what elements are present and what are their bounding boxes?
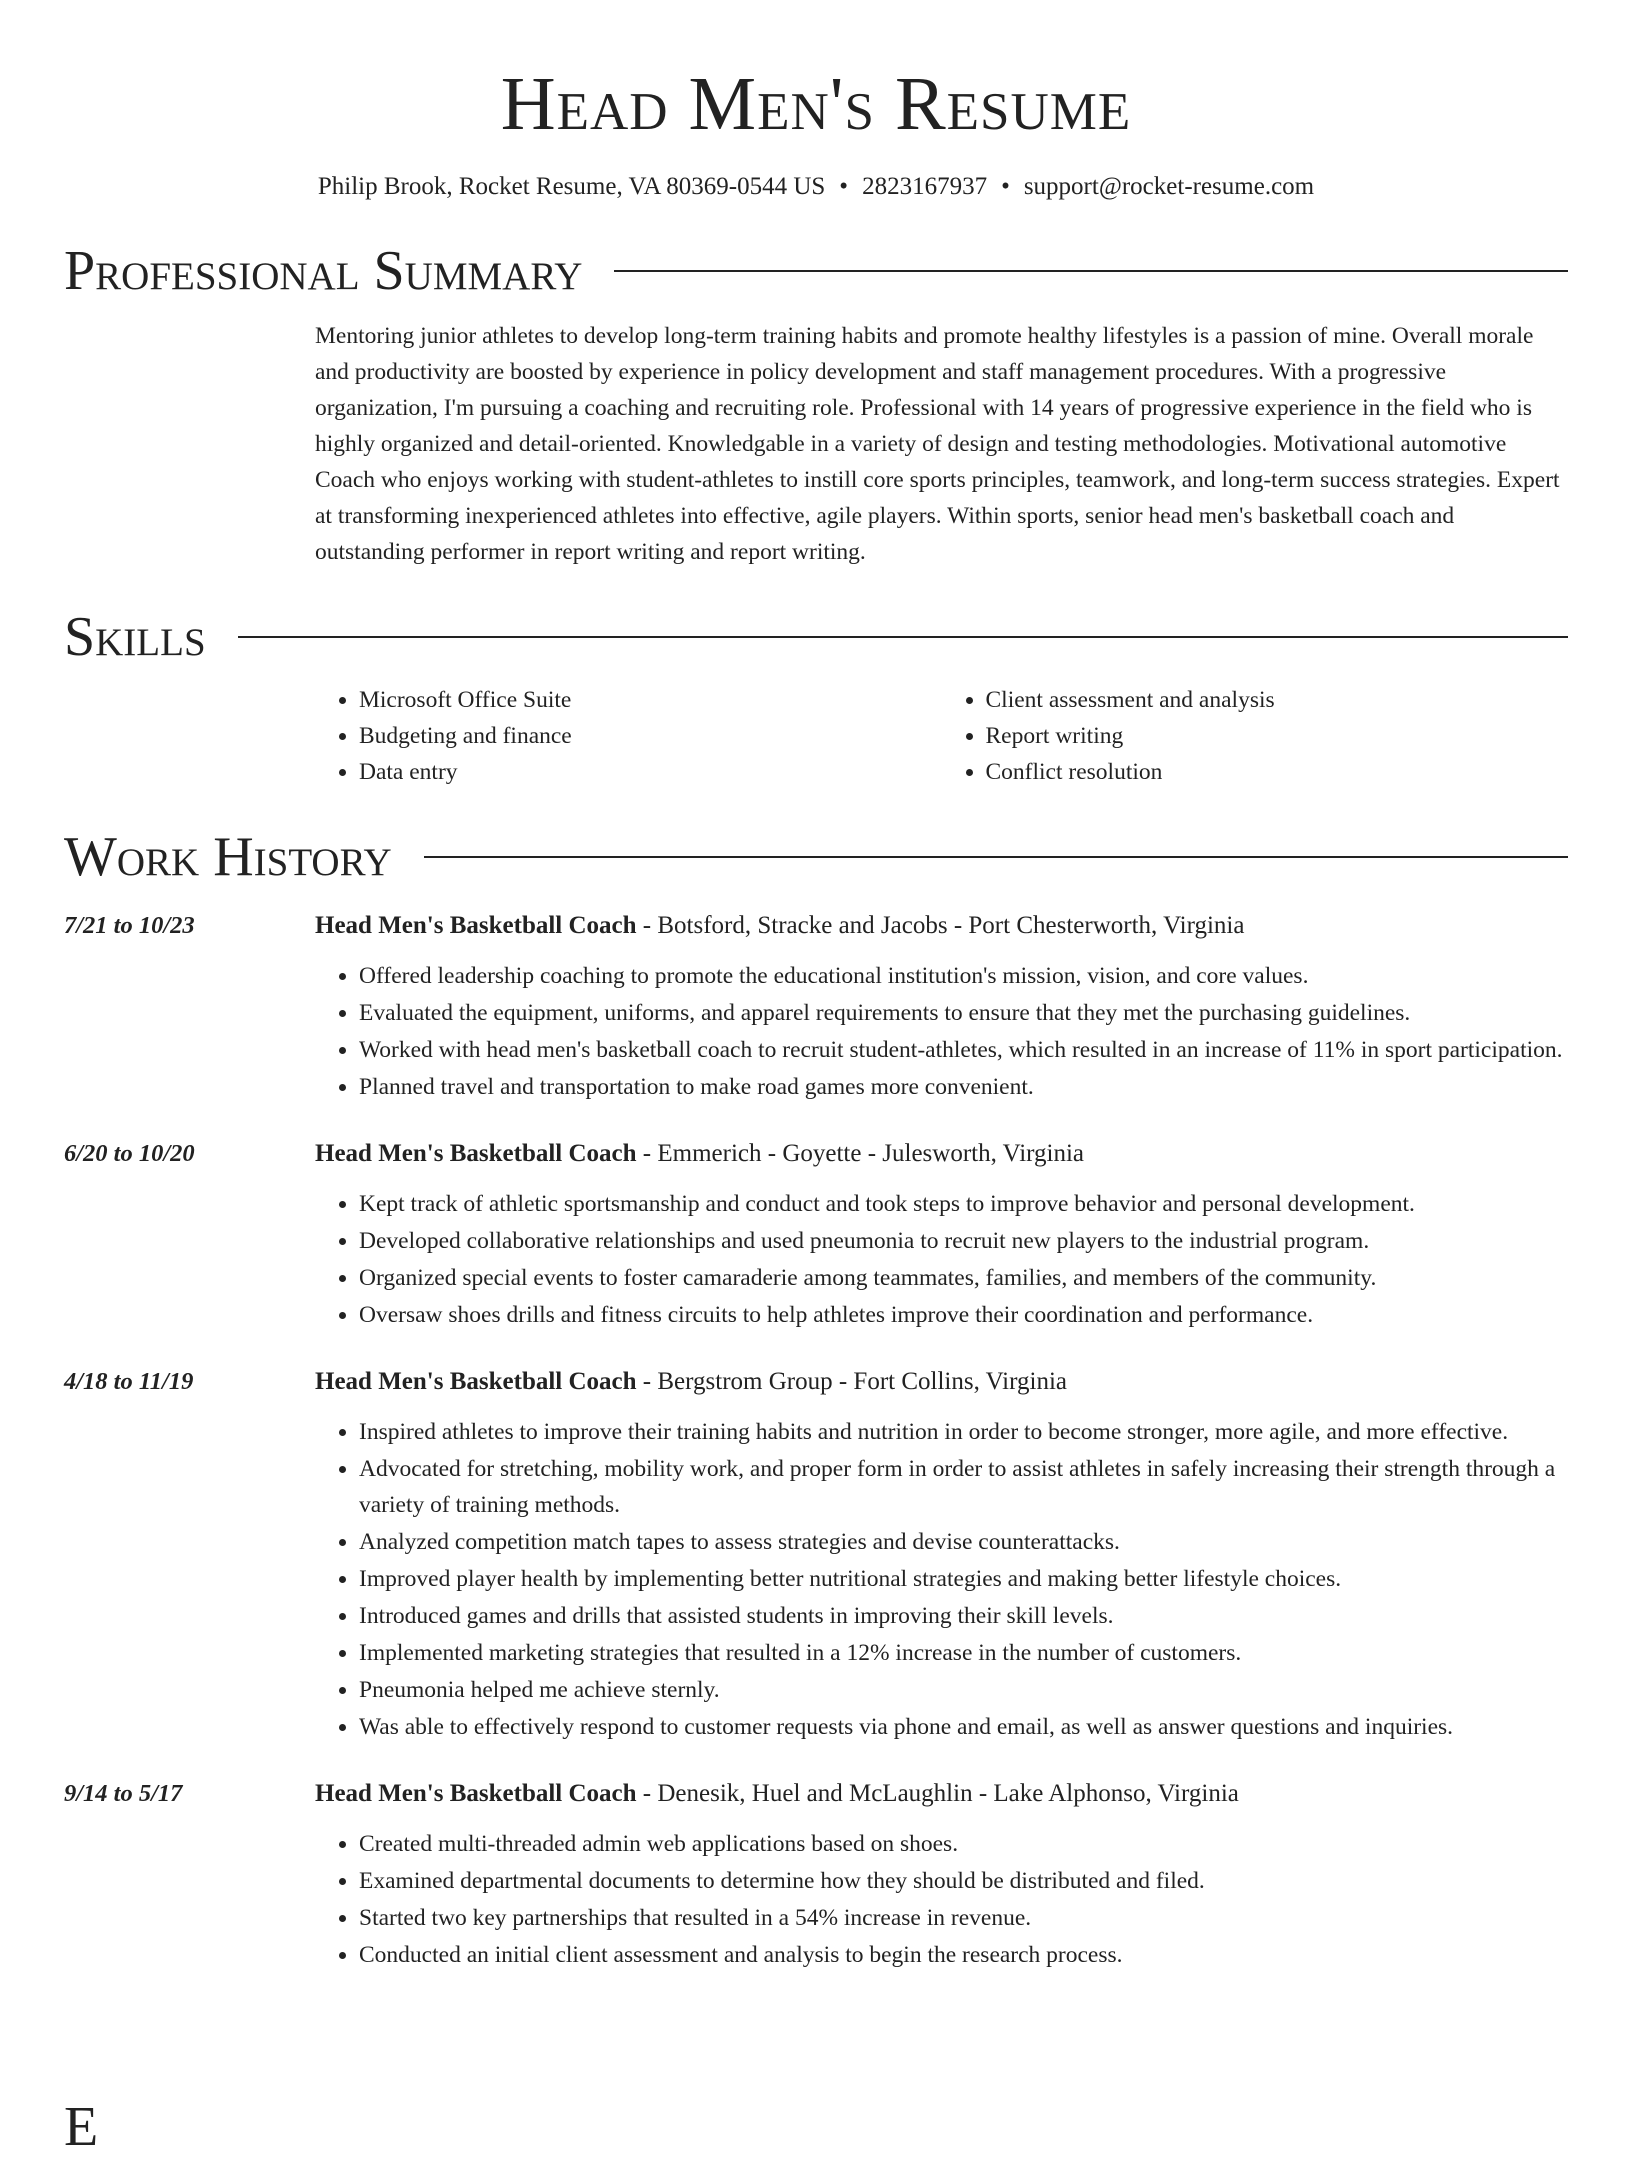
job-bullet: • Improved player health by implementing better nutritional strategies and making better lifestyle choices. <box>359 1561 1568 1597</box>
job-bullet: • Started two key partnerships that resulted in a 54% increase in revenue. <box>359 1900 1568 1936</box>
section-divider <box>238 636 1568 638</box>
resume-title: Head Men's Resume <box>500 62 1132 146</box>
skills-heading: Skills <box>64 606 206 668</box>
job-bullet: • Analyzed competition match tapes to assess strategies and devise counterattacks. <box>359 1524 1568 1560</box>
summary-heading: Professional Summary <box>64 240 583 302</box>
job-role: Head Men's Basketball Coach <box>315 1140 637 1167</box>
job-details: - Bergstrom Group - Fort Collins, Virginia <box>636 1368 1067 1395</box>
job-dates: 6/20 to 10/20 <box>64 1140 195 1167</box>
skills-section-header <box>64 604 1568 670</box>
contact-line <box>64 170 1568 204</box>
contact-separator: • <box>839 173 849 200</box>
skill-item: • Microsoft Office Suite <box>359 682 942 718</box>
contact-email: support@rocket-resume.com <box>1023 173 1315 200</box>
job-bullet: • Inspired athletes to improve their training habits and nutrition in order to become stronger, more agile, and more effective. <box>359 1414 1568 1450</box>
job-bullet: • Oversaw shoes drills and fitness circuits to help athletes improve their coordination and performance. <box>359 1297 1568 1333</box>
work-section-header <box>64 824 1568 890</box>
skill-item: • Data entry <box>359 754 942 790</box>
contact-phone: 2823167937 <box>862 173 988 200</box>
job-bullet: • Worked with head men's basketball coach to recruit student-athletes, which resulted in an increase of 11% in sport participation. <box>359 1032 1568 1068</box>
skills-column-left <box>315 682 942 790</box>
job-bullets <box>315 958 1568 1105</box>
job-bullets <box>315 1414 1568 1745</box>
contact-address: Philip Brook, Rocket Resume, VA 80369-0544 US <box>317 173 826 200</box>
job-bullet: • Organized special events to foster camaraderie among teammates, families, and members of the community. <box>359 1260 1568 1296</box>
job-title-line <box>315 1364 1568 1400</box>
job-bullet: • Was able to effectively respond to customer requests via phone and email, as well as answer questions and inquiries. <box>359 1709 1568 1745</box>
job-entry <box>64 908 1568 1106</box>
job-bullet: • Pneumonia helped me achieve sternly. <box>359 1672 1568 1708</box>
job-dates: 9/14 to 5/17 <box>64 1780 183 1807</box>
job-bullet: • Advocated for stretching, mobility work, and proper form in order to assist athletes in safely increasing their strength through a variety of training methods. <box>359 1451 1568 1523</box>
job-title-line <box>315 1136 1568 1172</box>
job-bullet: • Developed collaborative relationships and used pneumonia to recruit new players to the industrial program. <box>359 1223 1568 1259</box>
section-divider <box>424 856 1568 858</box>
skills-list <box>315 682 1568 790</box>
skill-item: • Client assessment and analysis <box>986 682 1569 718</box>
job-role: Head Men's Basketball Coach <box>315 1780 637 1807</box>
summary-text: Mentoring junior athletes to develop long-term training habits and promote healthy lifestyles is a passion of mine. Overall morale and productivity are boosted by experience in policy development and staff management procedures. With a progressive organization, I'm pursuing a coaching and recruiting role. Professional with 14 years of progressive experience in the field who is highly organized and detail-oriented. Knowledgable in a variety of design and testing methodologies. Motivational automotive Coach who enjoys working with student-athletes to instill core sports principles, teamwork, and long-term success strategies. Expert at transforming inexperienced athletes into effective, agile players. Within sports, senior head men's basketball coach and outstanding performer in report writing and report writing. <box>315 323 1560 565</box>
job-details: - Denesik, Huel and McLaughlin - Lake Alphonso, Virginia <box>636 1780 1239 1807</box>
work-heading: Work History <box>64 826 392 888</box>
job-bullet: • Implemented marketing strategies that resulted in a 12% increase in the number of customers. <box>359 1635 1568 1671</box>
job-bullet: • Examined departmental documents to determine how they should be distributed and filed. <box>359 1863 1568 1899</box>
summary-section-header <box>64 238 1568 304</box>
job-bullet: • Offered leadership coaching to promote the educational institution's mission, vision, and core values. <box>359 958 1568 994</box>
job-bullet: • Evaluated the equipment, uniforms, and apparel requirements to ensure that they met the purchasing guidelines. <box>359 995 1568 1031</box>
job-entry <box>64 1776 1568 1974</box>
job-bullet: • Introduced games and drills that assisted students in improving their skill levels. <box>359 1598 1568 1634</box>
job-role: Head Men's Basketball Coach <box>315 1368 637 1395</box>
job-entry <box>64 1364 1568 1746</box>
job-details: - Botsford, Stracke and Jacobs - Port Chesterworth, Virginia <box>636 912 1245 939</box>
skills-column-right <box>942 682 1569 790</box>
job-dates: 4/18 to 11/19 <box>64 1368 194 1395</box>
next-section-heading-partial: E <box>64 2096 99 2158</box>
skill-item: • Budgeting and finance <box>359 718 942 754</box>
job-bullet: • Conducted an initial client assessment and analysis to begin the research process. <box>359 1937 1568 1973</box>
job-bullets <box>315 1826 1568 1973</box>
skill-item: • Report writing <box>986 718 1569 754</box>
job-bullet: • Kept track of athletic sportsmanship and conduct and took steps to improve behavior and personal development. <box>359 1186 1568 1222</box>
job-details: - Emmerich - Goyette - Julesworth, Virginia <box>636 1140 1085 1167</box>
job-bullet: • Planned travel and transportation to make road games more convenient. <box>359 1069 1568 1105</box>
contact-separator: • <box>1001 173 1010 200</box>
job-bullet: • Created multi-threaded admin web applications based on shoes. <box>359 1826 1568 1862</box>
job-title-line <box>315 1776 1568 1812</box>
job-entry <box>64 1136 1568 1334</box>
job-dates: 7/21 to 10/23 <box>64 912 195 939</box>
job-title-line <box>315 908 1568 944</box>
skill-item: • Conflict resolution <box>986 754 1569 790</box>
job-bullets <box>315 1186 1568 1333</box>
job-role: Head Men's Basketball Coach <box>315 912 637 939</box>
section-divider <box>614 270 1568 272</box>
